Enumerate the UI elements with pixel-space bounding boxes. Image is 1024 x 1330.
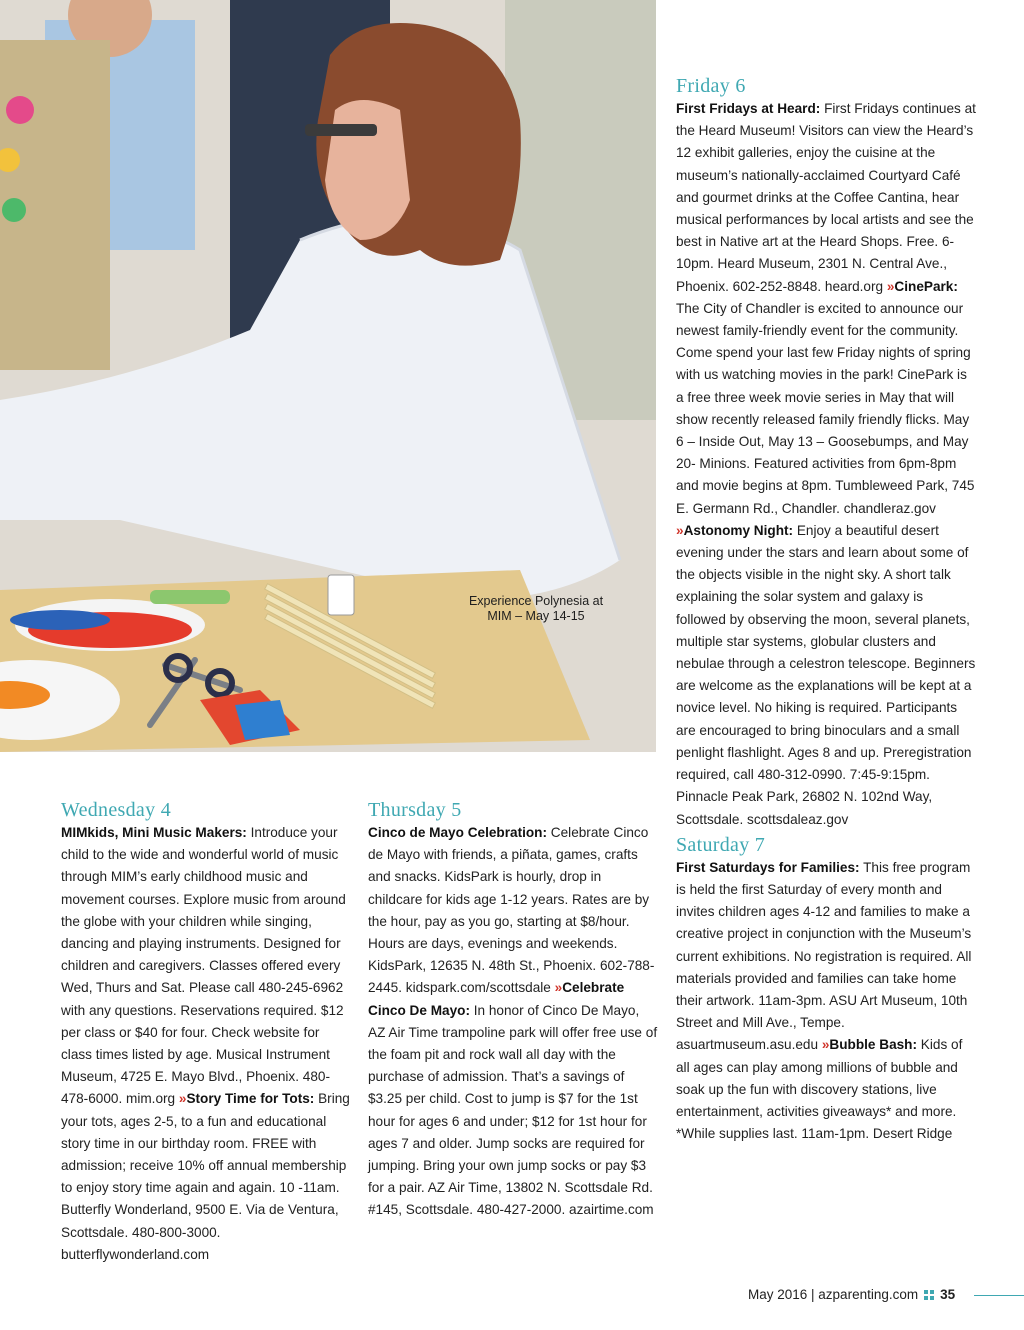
saturday-events (676, 857, 976, 1146)
chevron-icon: » (886, 278, 895, 294)
event-body: Enjoy a beautiful desert evening under the stars and learn about some of the objects visible in the night sky. A short talk explaining the solar system and galaxy is followed by observing the moon, several planets, multiple star systems, globular clusters and nebulae through a celestron telescope. Beginners are welcome as the explanations will be kept at a novice level. No hiking is required. Participants are encouraged to bring binoculars and a small penlight flashlight. Ages 8 and up. Preregistration required, call 480-312-0990. 7:45-9:15pm. Pinnacle Peak Park, 26802 N. 102nd Way, Scottsdale. scottsdaleaz.gov (676, 522, 976, 827)
event-cinco-de-mayo (368, 825, 654, 995)
friday-saturday-column (676, 74, 976, 1145)
event-title: First Fridays at Heard: (676, 101, 821, 116)
event-mimkids (61, 825, 346, 1106)
event-story-time (61, 1091, 350, 1261)
chevron-icon: » (178, 1091, 187, 1107)
photo-caption: Experience Polynesia at MIM – May 14-15 (468, 594, 604, 623)
page-footer (748, 1286, 955, 1304)
event-body: Bring your tots, ages 2-5, to a fun and educational story time in our birthday room. FREE with admission; receive 10% off annual membership to enjoy story time again and again. 10 -11am. Butterfly Wonderland, 9500 E. Via de Ventura, Scottsdale. 480-800-3000. butterflywonderland.com (61, 1091, 350, 1262)
event-cinepark (676, 279, 974, 516)
chevron-icon: » (676, 522, 684, 538)
dots-icon (924, 1290, 936, 1300)
chevron-icon: » (554, 980, 563, 996)
chevron-icon: » (821, 1037, 830, 1053)
event-title: Cinco de Mayo Celebration: (368, 825, 548, 840)
event-title: MIMkids, Mini Music Makers: (61, 825, 247, 840)
event-celebrate-cinco (368, 980, 657, 1217)
event-title: Story Time for Tots: (186, 1091, 315, 1107)
event-title: Celebrate Cinco De Mayo: (368, 980, 625, 1018)
event-body: First Fridays continues at the Heard Museum! Visitors can view the Heard’s 12 exhibit galleries, enjoy the cuisine at the museum’s nationally-acclaimed Courtyard Café and gourmet drinks at the Coffee Cantina, hear musical performances by local artists and see the best in Native art at the Heard Shops. Free. 6-10pm. Heard Museum, 2301 N. Central Ave., Phoenix. 602-252-8848. heard.org (676, 101, 976, 294)
event-photo (0, 0, 656, 752)
thursday-column (368, 798, 658, 1222)
wednesday-column (61, 798, 353, 1266)
event-title: CinePark: (894, 278, 958, 294)
event-body: Introduce your child to the wide and wonderful world of music through MIM’s early childhood music and movement courses. Explore music from around the globe with your children while singing, dancing and playing instruments. Designed for children and caregivers. Classes offered every Wed, Thurs and Sat. Please call 480-245-6962 with any questions. Reservations required. $12 per class or $40 for four. Check website for class times listed by age. Musical Instrument Museum, 4725 E. Mayo Blvd., Phoenix. 480-478-6000. mim.org (61, 825, 346, 1107)
heading-friday: Friday 6 (676, 75, 746, 97)
thursday-events (368, 822, 658, 1222)
wednesday-events (61, 822, 353, 1266)
event-body: Kids of all ages can play among millions of bubble and soak up the fun with discovery stations, live entertainment, activities giveaways* and more. *While supplies last. 11am-1pm. Desert Ridge (676, 1037, 963, 1142)
heading-saturday: Saturday 7 (676, 833, 766, 856)
event-astronomy-night (676, 523, 975, 827)
footer-issue: May 2016 | azparenting.com (748, 1287, 919, 1302)
event-first-saturdays (676, 860, 971, 1053)
event-title: First Saturdays for Families: (676, 859, 860, 875)
heading-wednesday: Wednesday 4 (61, 799, 171, 821)
event-bubble-bash (676, 1037, 962, 1141)
event-title: Bubble Bash: (829, 1037, 918, 1053)
event-body: In honor of Cinco De Mayo, AZ Air Time trampoline park will offer free use of the foam pit and rock wall all day with the purchase of admission. That’s a savings of $3.25 per child. Cost to jump is $7 for the 1st hour for ages 6 and under; $12 for 1st hour for ages 7 and older. Jump socks are required for jumping. Bring your own jump socks or pay $3 for a pair. AZ Air Time, 13802 N. Scottsdale Rd. #145, Scottsdale. 480-427-2000. azairtime.com (368, 1002, 658, 1218)
event-body: The City of Chandler is excited to announce our newest family-friendly event for the community. Come spend your last few Friday nights of spring with us watching movies in the park! CinePark is a free three week movie series in May that will show recently released family friendly flicks. May 6 – Inside Out, May 13 – Goosebumps, and May 20- Minions. Featured activities from 6pm-8pm and movie begins at 8pm. Tumbleweed Park, 745 E. Germann Rd., Chandler. chandleraz.gov (676, 300, 975, 516)
event-first-fridays (676, 101, 976, 294)
photo-illustration (0, 0, 656, 752)
page-number: 35 (940, 1287, 956, 1302)
heading-thursday: Thursday 5 (368, 799, 462, 821)
friday-events (676, 98, 976, 831)
event-body: Celebrate Cinco de Mayo with friends, a piñata, games, crafts and snacks. KidsPark is hourly, drop in childcare for kids age 1-12 years. Rates are by the hour, pay as you go, starting at $8/hour. Hours are days, evenings and weekends. KidsPark, 12635 N. 48th St., Phoenix. 602-788-2445. kidspark.com/scottsdale (368, 825, 655, 996)
footer-rule (974, 1295, 1024, 1296)
event-body: This free program is held the first Saturday of every month and invites children ages 4-12 and families to make a creative project in conjunction with the Museum’s current exhibitions. No registration is required. All materials provided and families can take home their artwork. 11am-3pm. ASU Art Museum, 10th Street and Mill Ave., Tempe. asuartmuseum.asu.edu (676, 859, 972, 1053)
event-title: Astonomy Night: (683, 522, 794, 538)
